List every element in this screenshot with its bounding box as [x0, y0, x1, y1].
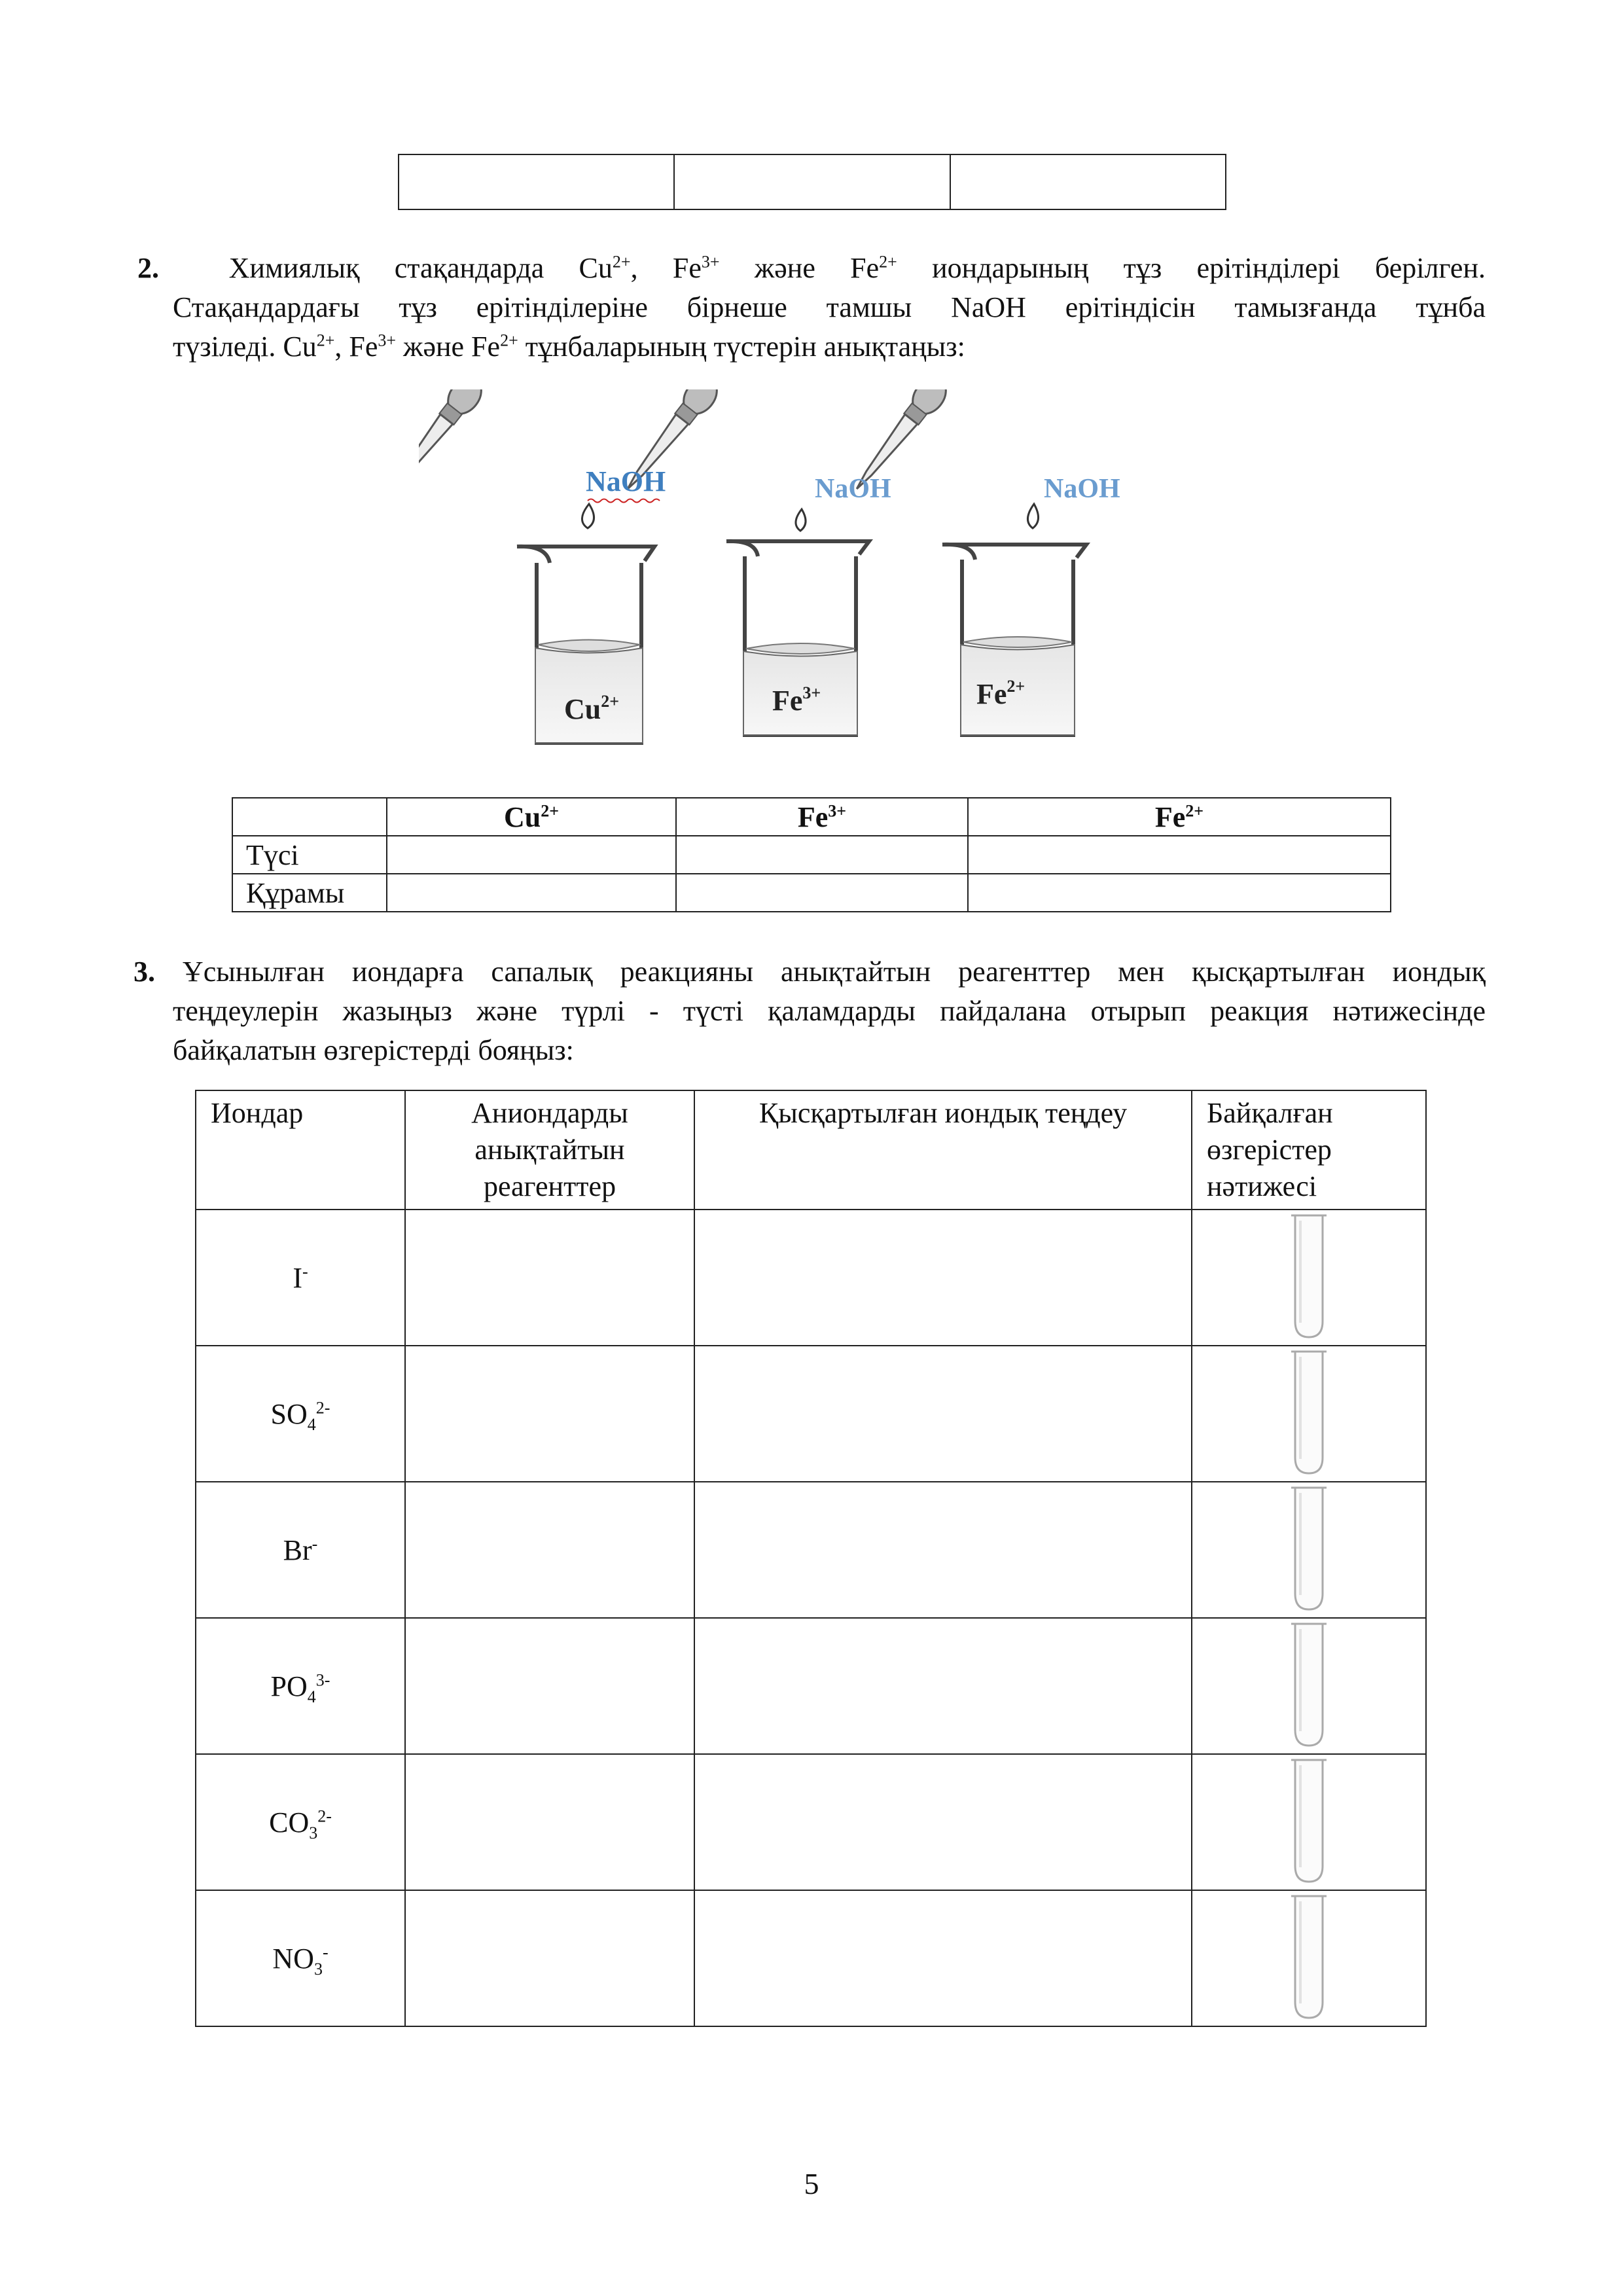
reagent-cell[interactable]: [405, 1482, 694, 1618]
answer-cell[interactable]: [950, 154, 1226, 209]
question-2: [137, 249, 1486, 367]
row-label-color: Түсі: [232, 836, 387, 874]
answer-cell[interactable]: [399, 154, 674, 209]
test-tube-icon: [1286, 1756, 1332, 1884]
precipitate-table: [232, 797, 1391, 912]
reagent-cell[interactable]: [405, 1618, 694, 1754]
reagent-cell[interactable]: [405, 1346, 694, 1482]
header-fe2: $Fe^{2+}$: [968, 798, 1391, 836]
ion-sulfate: $SO_4^{2-}$: [196, 1346, 405, 1482]
drop-icon: [796, 509, 806, 531]
test-tube-icon: [1286, 1892, 1332, 2020]
reagent-cell[interactable]: [405, 1210, 694, 1346]
header-ionic-equation: Қысқартылған иондық теңдеу: [694, 1090, 1192, 1210]
test-tube-icon: [1286, 1484, 1332, 1612]
previous-table-fragment: [398, 154, 1226, 210]
reagent-cell[interactable]: [405, 1890, 694, 2026]
test-tube-icon: [1286, 1211, 1332, 1340]
header-fe3: $Fe^{3+}$: [676, 798, 968, 836]
question-3-line-3: байқалатын өзгерістерді бояңыз:: [173, 1034, 574, 1066]
equation-cell[interactable]: [694, 1754, 1192, 1890]
pipette-icon: [419, 389, 488, 497]
question-3-line-2: теңдеулерін жазыңыз және түрлі - түсті қаламдарды пайдалана отырып реакция нәтижесінде: [173, 995, 1486, 1027]
result-cell[interactable]: [1192, 1210, 1426, 1346]
header-observed-changes: Байқалған өзгерістер нәтижесі: [1192, 1090, 1426, 1210]
answer-cell[interactable]: [676, 874, 968, 912]
beakers-illustration: [419, 389, 1191, 756]
beaker-fe3: [726, 541, 869, 735]
ion-nitrate: $NO_3^-$: [196, 1890, 405, 2026]
equation-cell[interactable]: [694, 1890, 1192, 2026]
ion-reactions-table: [195, 1090, 1427, 2027]
result-cell[interactable]: [1192, 1754, 1426, 1890]
ion-phosphate: $PO_4^{3-}$: [196, 1618, 405, 1754]
ion-carbonate: $CO_3^{2-}$: [196, 1754, 405, 1890]
equation-cell[interactable]: [694, 1346, 1192, 1482]
equation-cell[interactable]: [694, 1210, 1192, 1346]
svg-text:Fe2+: $Fe^{2+}$: [976, 677, 1026, 710]
question-2-line-2: Стақандардағы тұз ерітінділеріне бірнеше тамшы NaOH ерітіндісін тамызғанда тұнба: [173, 291, 1486, 323]
test-tube-icon: [1286, 1620, 1332, 1748]
question-2-line-3: түзіледі. $Cu^{2+}$, $Fe^{3+}$ және $Fe^{2+}$ тұнбаларының түстерін анықтаңыз:: [173, 331, 965, 363]
answer-cell[interactable]: [387, 874, 676, 912]
row-label-composition: Құрамы: [232, 874, 387, 912]
result-cell[interactable]: [1192, 1482, 1426, 1618]
question-3: [134, 952, 1486, 1070]
svg-text:Cu2+: $Cu^{2+}$: [564, 692, 620, 725]
drop-icon: [582, 504, 594, 528]
question-3-line-1: 3. Ұсынылған иондарға сапалық реакцияны анықтайтын реагенттер мен қысқартылған иондық: [134, 956, 1486, 988]
ion-iodide: I-: [196, 1210, 405, 1346]
answer-cell[interactable]: [387, 836, 676, 874]
svg-text:Fe3+: $Fe^{3+}$: [772, 683, 821, 717]
equation-cell[interactable]: [694, 1618, 1192, 1754]
question-2-line-1: 2. Химиялық стақандарда $Cu^{2+}$, $Fe^{3+}$ және $Fe^{2+}$ иондарының тұз ерітінділері берілген.: [137, 252, 1486, 284]
page-number: 5: [804, 2167, 819, 2200]
answer-cell[interactable]: [676, 836, 968, 874]
result-cell[interactable]: [1192, 1618, 1426, 1754]
beaker-cu: [517, 547, 654, 743]
drop-icon: [1027, 504, 1038, 528]
naoh-label: NaOH: [1044, 474, 1120, 504]
naoh-label: NaOH: [815, 474, 891, 504]
header-ions: Иондар: [196, 1090, 405, 1210]
corner-cell: [232, 798, 387, 836]
result-cell[interactable]: [1192, 1890, 1426, 2026]
reagent-cell[interactable]: [405, 1754, 694, 1890]
header-cu: $Cu^{2+}$: [387, 798, 676, 836]
answer-cell[interactable]: [968, 874, 1391, 912]
result-cell[interactable]: [1192, 1346, 1426, 1482]
ion-bromide: Br-: [196, 1482, 405, 1618]
beaker-fe2: [942, 545, 1086, 735]
answer-cell[interactable]: [674, 154, 950, 209]
test-tube-icon: [1286, 1348, 1332, 1476]
equation-cell[interactable]: [694, 1482, 1192, 1618]
header-reagents: Аниондарды анықтайтын реагенттер: [405, 1090, 694, 1210]
answer-cell[interactable]: [968, 836, 1391, 874]
naoh-label: NaOH: [586, 465, 666, 497]
